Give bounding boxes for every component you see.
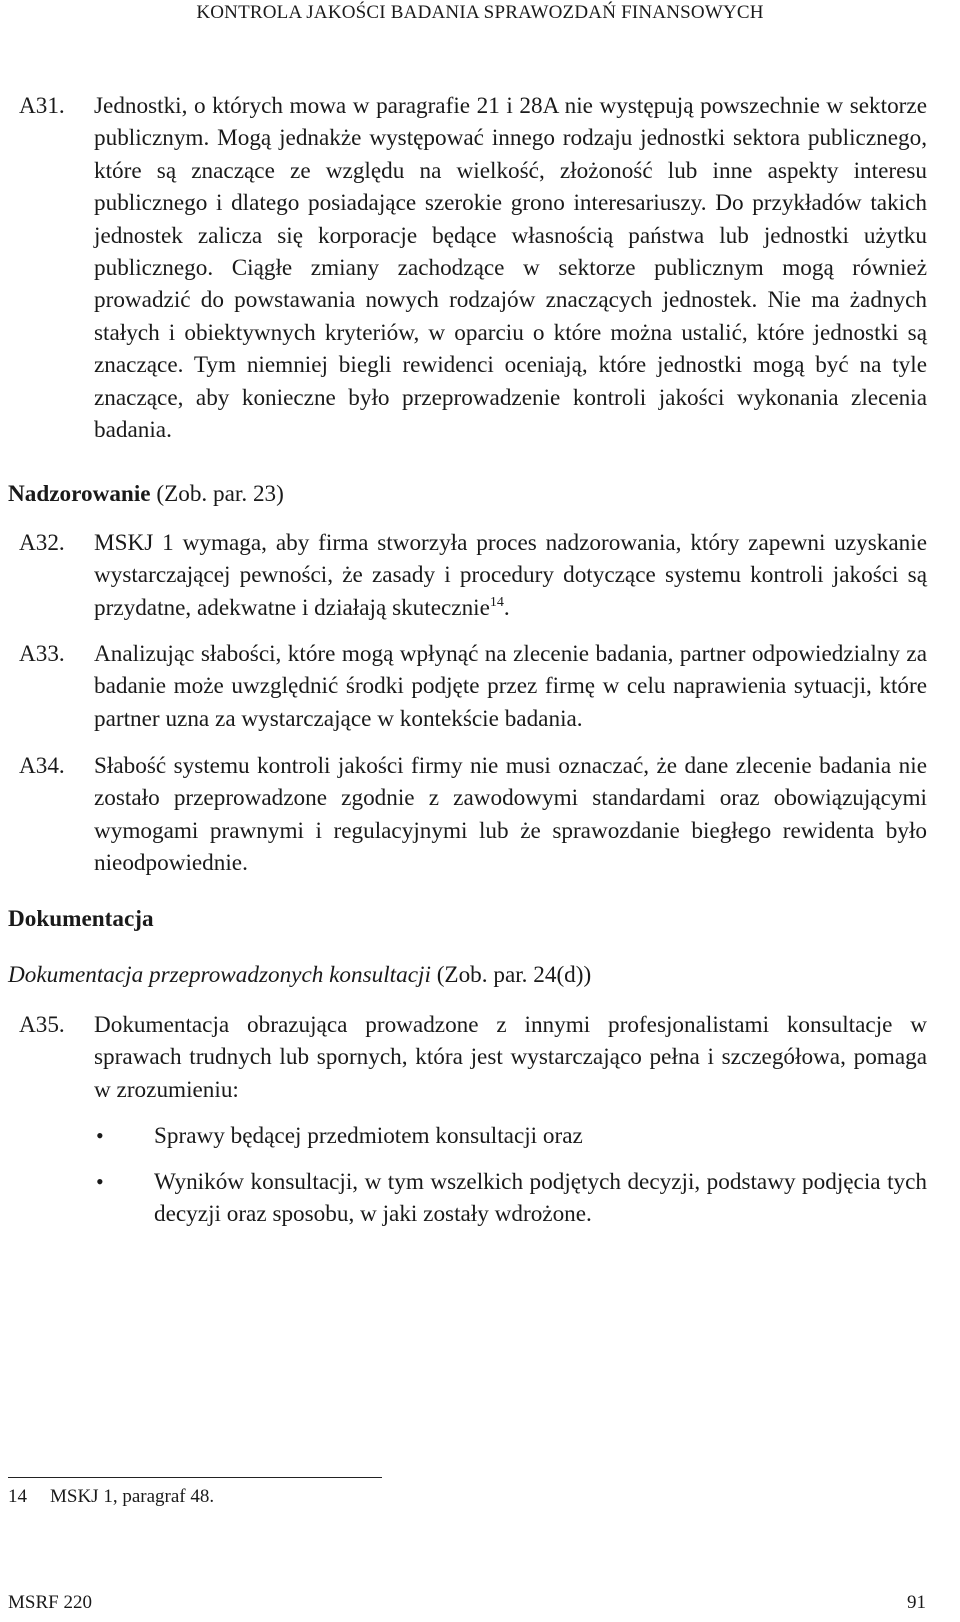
footer-standard-label: MSRF 220 <box>8 1592 92 1613</box>
page-number: 91 <box>907 1592 926 1613</box>
paragraph-text: Jednostki, o których mowa w paragrafie 21 i 28A nie występują powszechnie w sektorze publicznym. Mogą jednakże występować innego rodzaju jednostki sektora publicznego, które są znaczące ze względu na wielkość, złożoność lub inne aspekty interesu publicznego i dlatego posiadające szerokie grono interesariuszy. Do przykładów takich jednostek zalicza się korporacje będące własnością państwa lub jednostki użytku publicznego. Ciągłe zmiany zachodzące w sektorze publicznym mogą również prowadzić do powstawania nowych rodzajów znaczących jednostek. Nie ma żadnych stałych i obiektywnych kryteriów, w oparciu o które można ustalić, które jednostki są znaczące. Tym niemniej biegli rewidenci oceniają, które jednostki mogą być na tyle znaczące, aby konieczne było przeprowadzenie kontroli jakości wykonania zlecenia badania. <box>94 93 927 444</box>
footnote-reference[interactable]: 14 <box>489 594 504 610</box>
list-item <box>94 1120 927 1152</box>
paragraph-text: Analizując słabości, które mogą wpłynąć na zlecenie badania, partner odpowiedzialny za badanie może uwzględnić środki podjęte przez firmę w celu naprawienia sytuacji, które partner uzna za wystarczające w kontekście badania. <box>94 641 927 732</box>
heading-bold: Nadzorowanie <box>8 481 151 507</box>
heading-italic: Dokumentacja przeprowadzonych konsultacji <box>8 962 431 988</box>
heading-nadzorowanie <box>8 479 284 509</box>
bullet-icon: • <box>96 1169 104 1194</box>
heading-dokumentacja <box>8 904 154 934</box>
heading-ref: (Zob. par. 23) <box>150 481 284 507</box>
footnote-text: MSKJ 1, paragraf 48. <box>50 1486 215 1507</box>
paragraph-number: A35. <box>19 1012 65 1038</box>
footnote-divider <box>8 1477 382 1478</box>
bullet-icon: • <box>96 1123 104 1148</box>
list-item-text: Wyników konsultacji, w tym wszelkich podjętych decyzji, podstawy podjęcia tych decyzji oraz sposobu, w jaki zostały wdrożone. <box>154 1169 927 1228</box>
paragraph-text: Słabość systemu kontroli jakości firmy nie musi oznaczać, że dane zlecenie badania nie zostało przeprowadzone zgodnie z zawodowymi standardami oraz obowiązującymi wymogami prawnymi i regulacyjnymi lub że sprawozdanie biegłego rewidenta było nieodpowiednie. <box>94 753 927 877</box>
list-item-text: Sprawy będącej przedmiotem konsultacji oraz <box>154 1123 583 1149</box>
list-item <box>94 1166 927 1231</box>
paragraph-number: A34. <box>19 753 65 779</box>
page-footer <box>8 1592 926 1614</box>
heading-konsultacje <box>8 960 591 990</box>
footnote-number: 14 <box>8 1486 27 1507</box>
footnote <box>8 1486 214 1508</box>
paragraph-text: Dokumentacja obrazująca prowadzone z innymi profesjonalistami konsultacje w sprawach trudnych lub spornych, która jest wystarczająco pełna i szczegółowa, pomaga w zrozumieniu: <box>94 1012 927 1103</box>
paragraph-body: MSKJ 1 wymaga, aby firma stworzyła proces nadzorowania, który zapewni uzyskanie wystarczającej pewności, że zasady i procedury dotyczące systemu kontroli jakości są przydatne, adekwatne i działają skutecznie <box>94 530 927 621</box>
paragraph-number: A32. <box>19 530 65 556</box>
paragraph-text <box>94 527 927 624</box>
paragraph-a35 <box>0 1009 952 1106</box>
paragraph-a31 <box>0 90 952 446</box>
paragraph-a34 <box>0 750 952 880</box>
paragraph-end: . <box>503 594 510 621</box>
paragraph-number: A33. <box>19 641 65 667</box>
running-header: KONTROLA JAKOŚCI BADANIA SPRAWOZDAŃ FINANSOWYCH <box>196 2 764 23</box>
heading-bold: Dokumentacja <box>8 906 154 932</box>
paragraph-a33 <box>0 638 952 735</box>
paragraph-a32 <box>0 527 952 624</box>
paragraph-number: A31. <box>19 93 65 119</box>
heading-ref: (Zob. par. 24(d)) <box>430 962 592 988</box>
